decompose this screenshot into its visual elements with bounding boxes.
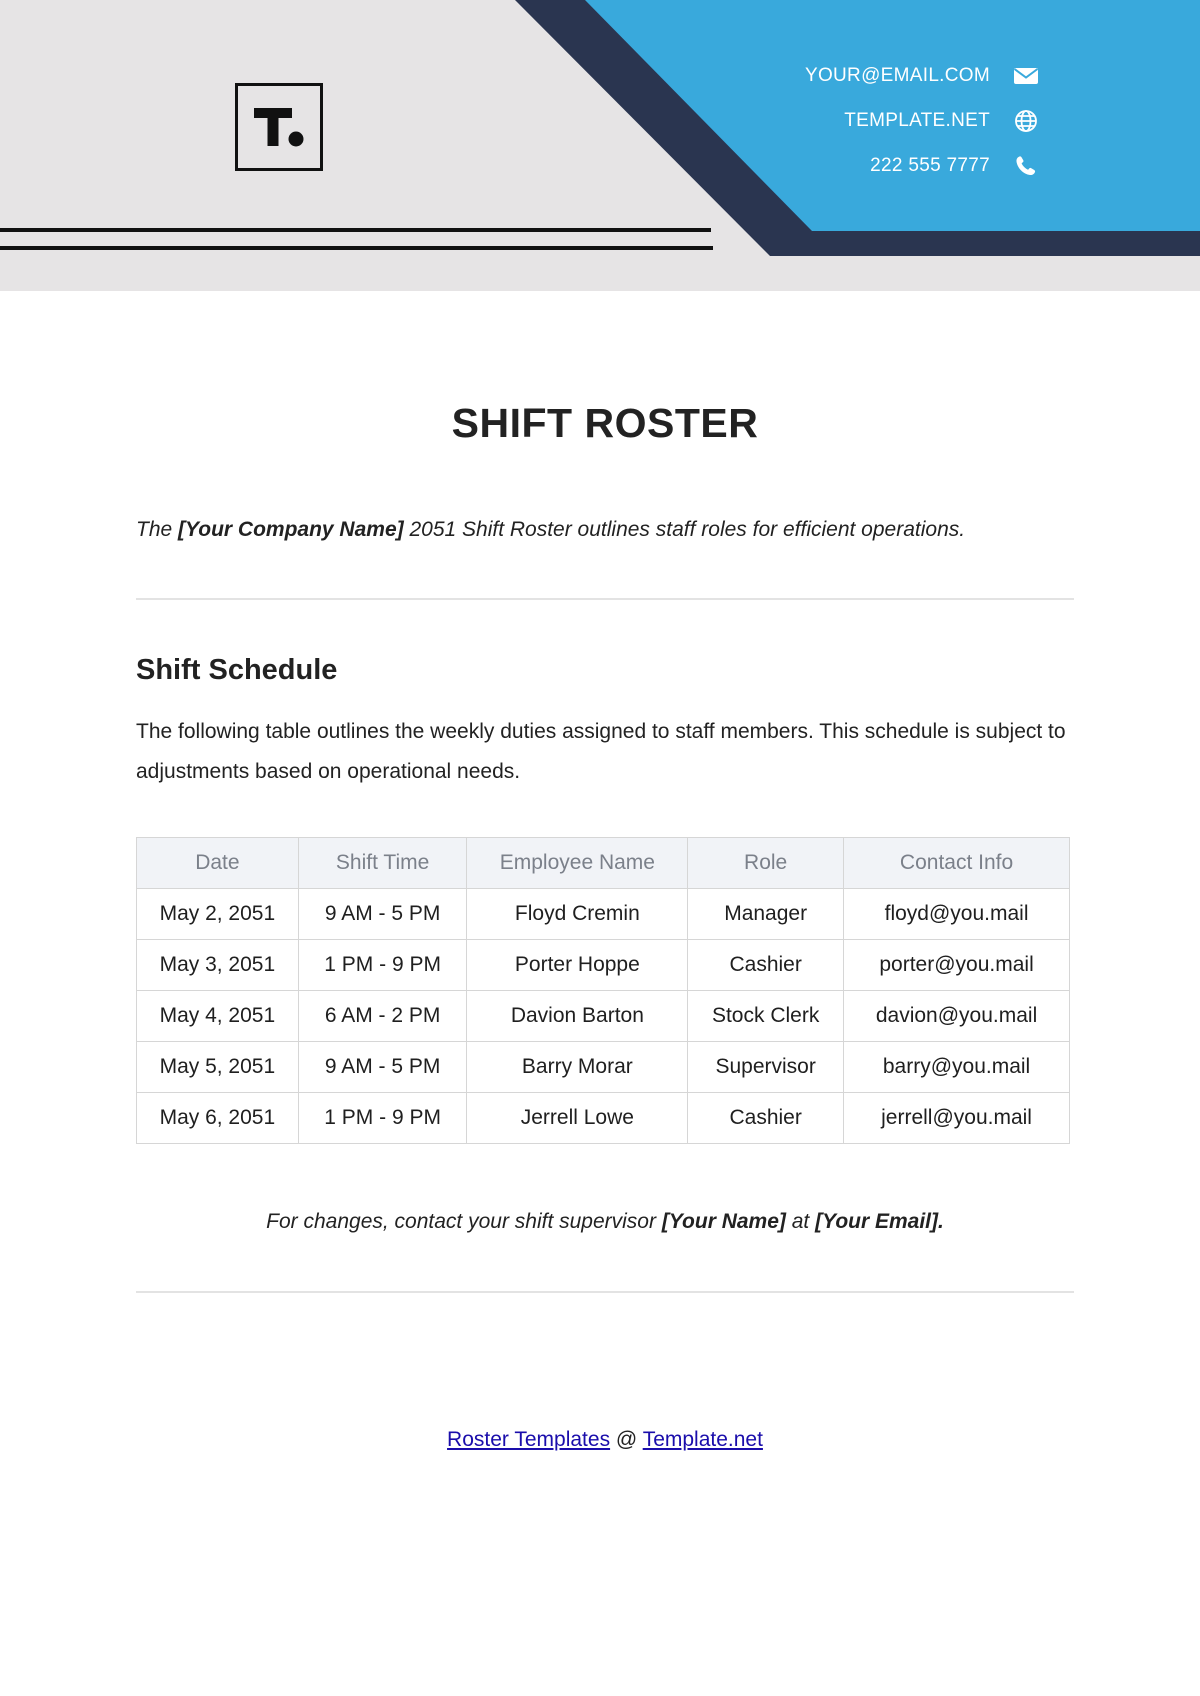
cell-employee-name: Barry Morar <box>467 1042 688 1093</box>
cell-contact-info: davion@you.mail <box>844 991 1070 1042</box>
cell-role: Cashier <box>688 1093 844 1144</box>
cell-shift-time: 1 PM - 9 PM <box>298 940 467 991</box>
cell-employee-name: Floyd Cremin <box>467 889 688 940</box>
header-line-top <box>0 228 711 232</box>
cell-contact-info: porter@you.mail <box>844 940 1070 991</box>
note-prefix: For changes, contact your shift supervisor <box>266 1210 662 1233</box>
cell-date: May 2, 2051 <box>137 889 299 940</box>
table-row <box>137 1093 1070 1144</box>
cell-contact-info: jerrell@you.mail <box>844 1093 1070 1144</box>
cell-date: May 6, 2051 <box>137 1093 299 1144</box>
cell-employee-name: Porter Hoppe <box>467 940 688 991</box>
contact-phone-text: 222 555 7777 <box>870 155 990 176</box>
header-band <box>0 0 1200 291</box>
cell-role: Cashier <box>688 940 844 991</box>
cell-date: May 5, 2051 <box>137 1042 299 1093</box>
contact-website <box>844 107 990 135</box>
cell-shift-time: 9 AM - 5 PM <box>298 889 467 940</box>
header-decoration <box>0 0 1200 291</box>
table-row <box>137 940 1070 991</box>
cell-shift-time: 6 AM - 2 PM <box>298 991 467 1042</box>
header-shift-time: Shift Time <box>298 838 467 889</box>
intro-prefix: The <box>136 518 179 541</box>
note-middle: at <box>785 1210 816 1233</box>
logo-mark <box>238 86 320 168</box>
table-row <box>137 991 1070 1042</box>
header-employee-name: Employee Name <box>467 838 688 889</box>
header-contact-info: Contact Info <box>844 838 1070 889</box>
phone-icon <box>1013 154 1039 178</box>
note-suffix: . <box>938 1210 944 1233</box>
cell-date: May 3, 2051 <box>137 940 299 991</box>
section-paragraph: The following table outlines the weekly duties assigned to staff members. This schedule is subject to adjustments based on operational needs. <box>136 720 1066 783</box>
template-net-link[interactable]: Template.net <box>642 1428 763 1451</box>
table-row <box>137 1042 1070 1093</box>
cell-date: May 4, 2051 <box>137 991 299 1042</box>
roster-templates-link[interactable]: Roster Templates <box>447 1428 611 1451</box>
cell-employee-name: Jerrell Lowe <box>467 1093 688 1144</box>
cell-contact-info: floyd@you.mail <box>844 889 1070 940</box>
header-date: Date <box>137 838 299 889</box>
cell-role: Stock Clerk <box>688 991 844 1042</box>
table-header-row <box>137 838 1070 889</box>
globe-icon <box>1013 109 1039 133</box>
supervisor-email-placeholder: [Your Email] <box>815 1210 938 1233</box>
envelope-icon <box>1013 64 1039 88</box>
contact-email-text: YOUR@EMAIL.COM <box>804 65 990 86</box>
section-heading: Shift Schedule <box>136 654 338 686</box>
document-title: SHIFT ROSTER <box>451 400 759 446</box>
contact-website-text: TEMPLATE.NET <box>844 110 990 131</box>
divider-bottom <box>136 1291 1074 1293</box>
divider-top <box>136 598 1074 600</box>
footer-links <box>0 1428 1200 1452</box>
header-role: Role <box>688 838 844 889</box>
contact-email <box>805 62 990 90</box>
header-line-bottom <box>0 246 713 250</box>
intro-text <box>136 518 1076 542</box>
cell-shift-time: 1 PM - 9 PM <box>298 1093 467 1144</box>
cell-contact-info: barry@you.mail <box>844 1042 1070 1093</box>
footer-separator: @ <box>610 1428 643 1451</box>
cell-role: Manager <box>688 889 844 940</box>
shift-schedule-table <box>136 837 1070 1144</box>
company-logo <box>235 83 323 171</box>
table-row <box>137 889 1070 940</box>
cell-employee-name: Davion Barton <box>467 991 688 1042</box>
contact-phone <box>870 152 990 180</box>
intro-suffix: 2051 Shift Roster outlines staff roles for efficient operations. <box>403 518 966 541</box>
cell-shift-time: 9 AM - 5 PM <box>298 1042 467 1093</box>
change-note <box>0 1210 1200 1234</box>
company-name-placeholder: [Your Company Name] <box>178 518 404 541</box>
cell-role: Supervisor <box>688 1042 844 1093</box>
supervisor-name-placeholder: [Your Name] <box>661 1210 786 1233</box>
